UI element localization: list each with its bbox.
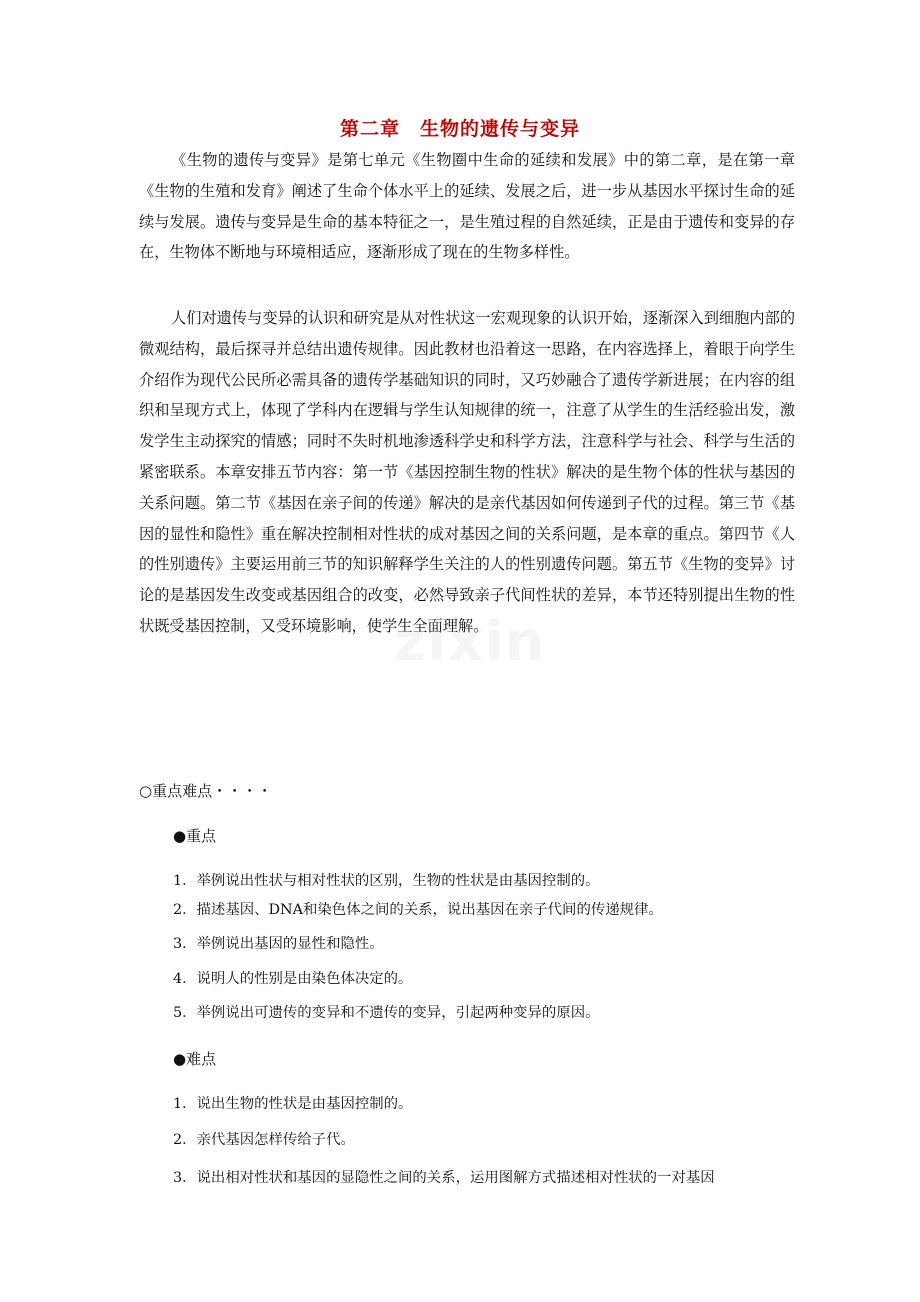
key-point-item: 1．举例说出性状与相对性状的区别，生物的性状是由基因控制的。: [173, 873, 600, 889]
key-difficult-heading: ○重点难点・・・・: [139, 782, 273, 800]
key-point-item: 4．说明人的性别是由染色体决定的。: [173, 971, 413, 987]
key-point-item: 2．描述基因、DNA和染色体之间的关系，说出基因在亲子代间的传递规律。: [173, 902, 663, 918]
difficult-point-item: 1．说出生物的性状是由基因控制的。: [173, 1096, 413, 1112]
difficult-point-item: 3．说出相对性状和基因的显隐性之间的关系，运用图解方式描述相对性状的一对基因: [173, 1170, 715, 1186]
watermark: zixin: [394, 610, 546, 673]
content-paragraph: 人们对遗传与变异的认识和研究是从对性状这一宏观现象的认识开始，逐渐深入到细胞内部的微观结构，最后探寻并总结出遗传规律。因此教材也沿着这一思路，在内容选择上，着眼于向学生介绍作为现代公民所必需具备的遗传学基础知识的同时，又巧妙融合了遗传学新进展；在内容的组织和呈现方式上，体现了学科内在逻辑与学生认知规律的统一，注意了从学生的生活经验出发，激发学生主动探究的情感；同时不失时机地渗透科学史和科学方法，注意科学与社会、科学与生活的紧密联系。本章安排五节内容：第一节《基因控制生物的性状》解决的是生物个体的性状与基因的关系问题。第二节《基因在亲子间的传递》解决的是亲代基因如何传递到子代的过程。第三节《基因的显性和隐性》重在解决控制相对性状的成对基因之间的关系问题，是本章的重点。第四节《人的性别遗传》主要运用前三节的知识解释学生关注的人的性别遗传问题。第五节《生物的变异》讨论的是基因发生改变或基因组合的改变，必然导致亲子代间性状的差异，本节还特别提出生物的性状既受基因控制，又受环境影响，使学生全面理解。: [139, 309, 795, 635]
chapter-title: 第二章 生物的遗传与变异: [339, 118, 580, 140]
difficult-point-item: 2．亲代基因怎样传给子代。: [173, 1132, 355, 1148]
key-point-item: 5．举例说出可遗传的变异和不遗传的变异，引起两种变异的原因。: [173, 1005, 600, 1021]
difficult-points-label: ●难点: [173, 1050, 217, 1068]
key-points-label: ●重点: [173, 827, 217, 845]
key-point-item: 3．举例说出基因的显性和隐性。: [173, 936, 384, 952]
intro-paragraph: 《生物的遗传与变异》是第七单元《生物圈中生命的延续和发展》中的第二章，是在第一章《生物的生殖和发育》阐述了生命个体水平上的延续、发展之后，进一步从基因水平探讨生命的延续与发展。遗传与变异是生命的基本特征之一，是生殖过程的自然延续，正是由于遗传和变异的存在，生物体不断地与环境相适应，逐渐形成了现在的生物多样性。: [139, 151, 795, 262]
